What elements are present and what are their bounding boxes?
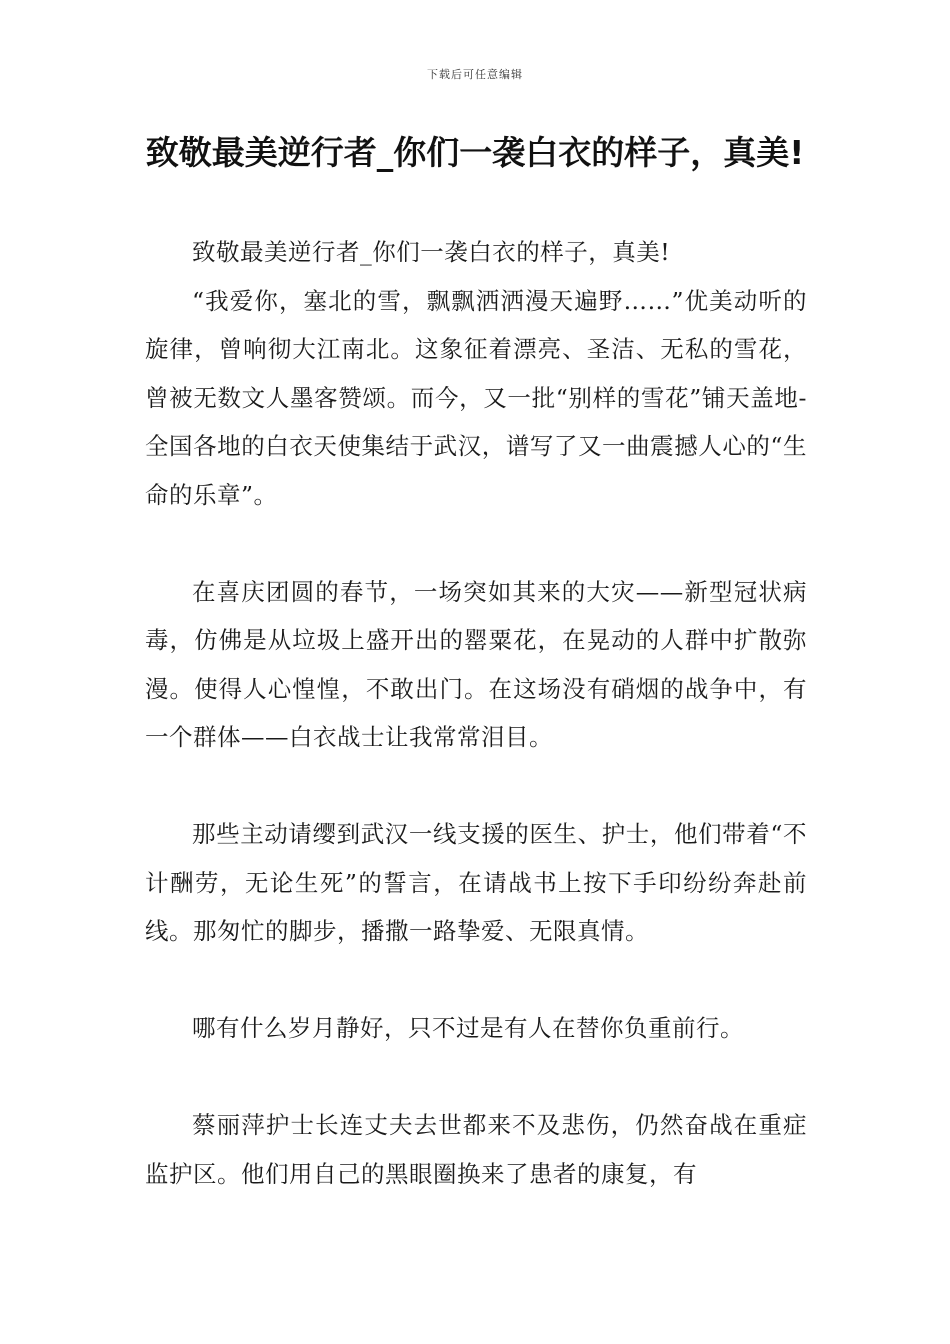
document-title: 致敬最美逆行者_你们一袭白衣的样子，真美! <box>145 133 805 172</box>
paragraph-spacer <box>145 956 807 1005</box>
paragraph-snow: “我爱你，塞北的雪，飘飘洒洒漫天遍野……”优美动听的旋律，曾响彻大江南北。这象征着漂亮、圣洁、无私的雪花，曾被无数文人墨客赞颂。而今，又一批“别样的雪花”铺天盖地-全国各地的白衣天使集结于武汉，谱写了又一曲震撼人心的“生命的乐章”。 <box>145 286 807 509</box>
paragraph-subtitle: 致敬最美逆行者_你们一袭白衣的样子，真美! <box>192 238 671 266</box>
paragraph-epidemic: 在喜庆团圆的春节，一场突如其来的大灾——新型冠状病毒，仿佛是从垃圾上盛开出的罂粟花，在晃动的人群中扩散弥漫。使得人心惶惶，不敢出门。在这场没有硝烟的战争中，有一个群体——白衣战士让我常常泪目。 <box>145 577 807 751</box>
paragraph-spacer <box>145 519 807 568</box>
paragraph-nurse: 蔡丽萍护士长连丈夫去世都来不及悲伤，仍然奋战在重症监护区。他们用自己的黑眼圈换来了患者的康复，有 <box>145 1111 807 1188</box>
paragraph-volunteers: 那些主动请缨到武汉一线支援的医生、护士，他们带着“不计酬劳，无论生死”的誓言，在请战书上按下手印纷纷奔赴前线。那匆忙的脚步，播撒一路挚爱、无限真情。 <box>145 820 807 945</box>
paragraph-spacer <box>145 1053 807 1102</box>
paragraph-spacer <box>145 762 807 811</box>
document-body <box>145 228 807 1198</box>
header-note: 下载后可任意编辑 <box>427 68 523 81</box>
paragraph-burden: 哪有什么岁月静好，只不过是有人在替你负重前行。 <box>192 1014 744 1042</box>
